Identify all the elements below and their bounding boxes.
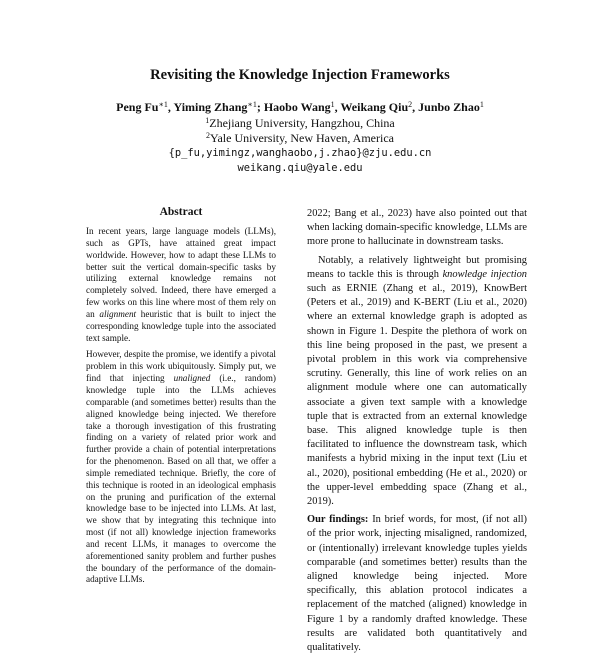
author-superscript: ∗1	[247, 100, 257, 109]
author-superscript: 2	[408, 100, 413, 109]
abstract-paragraph: In recent years, large language models (LLMs), such as GPTs, have attained great impact worldwide. However, how to adapt these LLMs to better suit the vertical domain-specific tasks by utilizing external knowledge remains not completely solved. Indeed, there have emerged a few works on this line where most of them rely on an alignment heuristic that is built to inject the corresponding knowledge tuple into the associated text sample.	[86, 226, 277, 343]
body-paragraph: 2022; Bang et al., 2023) have also pointed out that when lacking domain-specific knowledge, LLMs are more prone to hallucinate in downstream tasks.	[307, 208, 527, 248]
body-column-right	[307, 207, 527, 659]
abstract-heading: Abstract	[159, 206, 203, 218]
affiliation-superscript: 1	[205, 116, 210, 125]
author-superscript: ∗1	[158, 100, 168, 109]
author-name: Haobo Wang	[263, 100, 331, 114]
affiliation-text: Zhejiang University, Hangzhou, China	[209, 116, 395, 130]
affiliation-superscript: 2	[206, 131, 211, 140]
author-list	[0, 100, 600, 115]
author-superscript: 1	[479, 100, 484, 109]
author-name: Yiming Zhang	[173, 100, 248, 114]
body-paragraph	[307, 513, 527, 655]
author-name: Peng Fu	[116, 100, 159, 114]
email-line: weikang.qiu@yale.edu	[237, 162, 363, 174]
findings-text: In brief words, for most, (if not all) of the prior work, injecting misaligned, randomized, or (intentionally) irrelevant knowledge tuples yields comparable (and sometimes better) results than the aligned knowledge being injected. More specifically, this ablation protocol indicates a replacement of the matched (aligned) knowledge in Figure 1 by a randomly drafted knowledge. These results are validated both quantitatively and qualitatively.	[307, 514, 527, 654]
email-line: {p_fu,yimingz,wanghaobo,j.zhao}@zju.edu.cn	[168, 147, 432, 159]
italic-term: unaligned	[173, 373, 211, 384]
author-separator: ,	[334, 100, 341, 114]
author-separator: ,	[167, 100, 174, 114]
author-separator: ,	[412, 100, 419, 114]
author-superscript: 1	[330, 100, 335, 109]
findings-lead: Our findings:	[307, 514, 369, 526]
italic-term: knowledge injection	[442, 268, 527, 280]
affiliation-line	[0, 116, 600, 131]
italic-term: alignment	[99, 308, 137, 319]
affiliation-line	[0, 131, 600, 146]
body-paragraph: Notably, a relatively lightweight but promising means to tackle this is through knowledge injection such as ERNIE (Zhang et al., 2019), KnowBert (Peters et al., 2019) and K-BERT (Liu et al., 2020) where an external knowledge graph is adopted as shown in Figure 1. Despite the plethora of work on this line being proposed in the past, we present a pivotal problem in this work via comprehensive scrutiny. Generally, this line of work relies on an alignment module where one can automatically associate a given text sample with a knowledge tuple that is extracted from an external knowledge base. This aligned knowledge tuple is then facilitated to influence the downstream task, which manifests a hybrid mixing in the input text (Liu et al., 2020), positional embedding (He et al., 2020) or the upper-level embedding space (Zhang et al., 2019).	[307, 254, 527, 508]
affiliation-text: Yale University, New Haven, America	[210, 131, 394, 145]
abstract-paragraph: However, despite the promise, we identify a pivotal problem in this work ubiquitously. Simply put, we find that injecting unaligned (i.e., random) knowledge tuple into the LLMs achieves comparable (and sometimes better) results than the aligned knowledge being injected. We therefore take a thorough investigation of this frustrating finding on a variety of related prior work and further provide a chain of potential interpretations for the phenomenon. Based on all that, we offer a simple remediated technique. Briefly, the core of this technique is rooted in an ideological emphasis on the pruning and purification of the external knowledge base to be injected into LLMs. At last, we show that by integrating this technique into most (if not all) knowledge injection frameworks and recent LLMs, it manages to overcome the aforementioned sanity problem and further pushes the boundary of the performance of the domain-adaptive LLMs.	[86, 349, 276, 585]
paper-title: Revisiting the Knowledge Injection Frameworks	[150, 67, 450, 83]
abstract-column	[86, 226, 276, 591]
author-separator: ;	[256, 100, 264, 114]
author-name: Junbo Zhao	[418, 100, 480, 114]
author-name: Weikang Qiu	[340, 100, 409, 114]
